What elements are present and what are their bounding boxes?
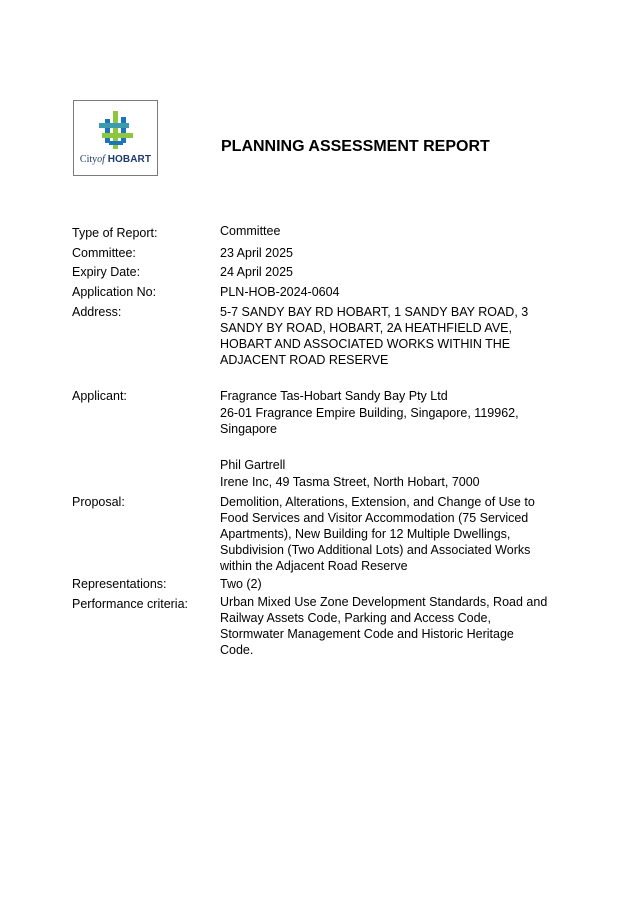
logo-city-text: City <box>79 154 98 165</box>
city-of-hobart-logo <box>73 100 158 176</box>
applicant-agent-address <box>220 474 560 490</box>
expiry-date-value <box>220 264 560 280</box>
proposal-value <box>220 494 560 574</box>
proposal-line: Apartments), New Building for 12 Multiple Dwellings, <box>220 527 511 541</box>
performance-criteria-line: Code. <box>220 643 254 657</box>
expiry-date-label: Expiry Date: <box>72 265 141 279</box>
address-label: Address: <box>72 305 122 319</box>
applicant-address-line: 26-01 Fragrance Empire Building, Singapore, 119962, <box>220 406 519 420</box>
representations-label: Representations: <box>72 577 167 591</box>
type-of-report-text: Committee <box>220 224 281 238</box>
applicant-label: Applicant: <box>72 389 127 403</box>
applicant-agent-name <box>220 457 560 473</box>
type-of-report-label: Type of Report: <box>72 226 158 240</box>
committee-label: Committee: <box>72 246 136 260</box>
performance-criteria-line: Stormwater Management Code and Historic Heritage <box>220 627 514 641</box>
logo-wordmark <box>74 154 157 166</box>
applicant-address-line: Singapore <box>220 422 277 436</box>
expiry-date-text: 24 April 2025 <box>220 265 293 279</box>
proposal-line: within the Adjacent Road Reserve <box>220 559 408 573</box>
logo-hobart-text: HOBART <box>107 154 152 165</box>
address-line: ADJACENT ROAD RESERVE <box>220 353 389 367</box>
proposal-line: Subdivision (Two Additional Lots) and Associated Works <box>220 543 531 557</box>
address-line: HOBART AND ASSOCIATED WORKS WITHIN THE <box>220 337 511 351</box>
address-line: SANDY BY ROAD, HOBART, 2A HEATHFIELD AVE, <box>220 321 512 335</box>
performance-criteria-label: Performance criteria: <box>72 597 189 611</box>
committee-value <box>220 245 560 261</box>
logo-of-text: of <box>97 154 105 165</box>
city-of-hobart-emblem-icon <box>99 111 133 151</box>
representations-text: Two (2) <box>220 577 262 591</box>
performance-criteria-value <box>220 594 560 658</box>
applicant-company <box>220 388 560 404</box>
representations-value <box>220 576 560 592</box>
performance-criteria-line: Railway Assets Code, Parking and Access Code, <box>220 611 491 625</box>
proposal-line: Demolition, Alterations, Extension, and Change of Use to <box>220 495 535 509</box>
application-no-label: Application No: <box>72 285 157 299</box>
proposal-line: Food Services and Visitor Accommodation (75 Serviced <box>220 511 529 525</box>
performance-criteria-line: Urban Mixed Use Zone Development Standards, Road and <box>220 595 548 609</box>
type-of-report-value <box>220 223 560 239</box>
proposal-label: Proposal: <box>72 495 125 509</box>
agent-address-text: Irene Inc, 49 Tasma Street, North Hobart, 7000 <box>220 475 480 489</box>
agent-name-text: Phil Gartrell <box>220 458 286 472</box>
address-line: 5-7 SANDY BAY RD HOBART, 1 SANDY BAY ROAD, 3 <box>220 305 529 319</box>
application-no-value <box>220 284 560 300</box>
applicant-company-name: Fragrance Tas-Hobart Sandy Bay Pty Ltd <box>220 389 448 403</box>
applicant-company-address <box>220 405 560 437</box>
application-no-text: PLN-HOB-2024-0604 <box>220 285 340 299</box>
report-title: PLANNING ASSESSMENT REPORT <box>221 138 490 155</box>
address-value <box>220 304 560 368</box>
committee-date-text: 23 April 2025 <box>220 246 293 260</box>
